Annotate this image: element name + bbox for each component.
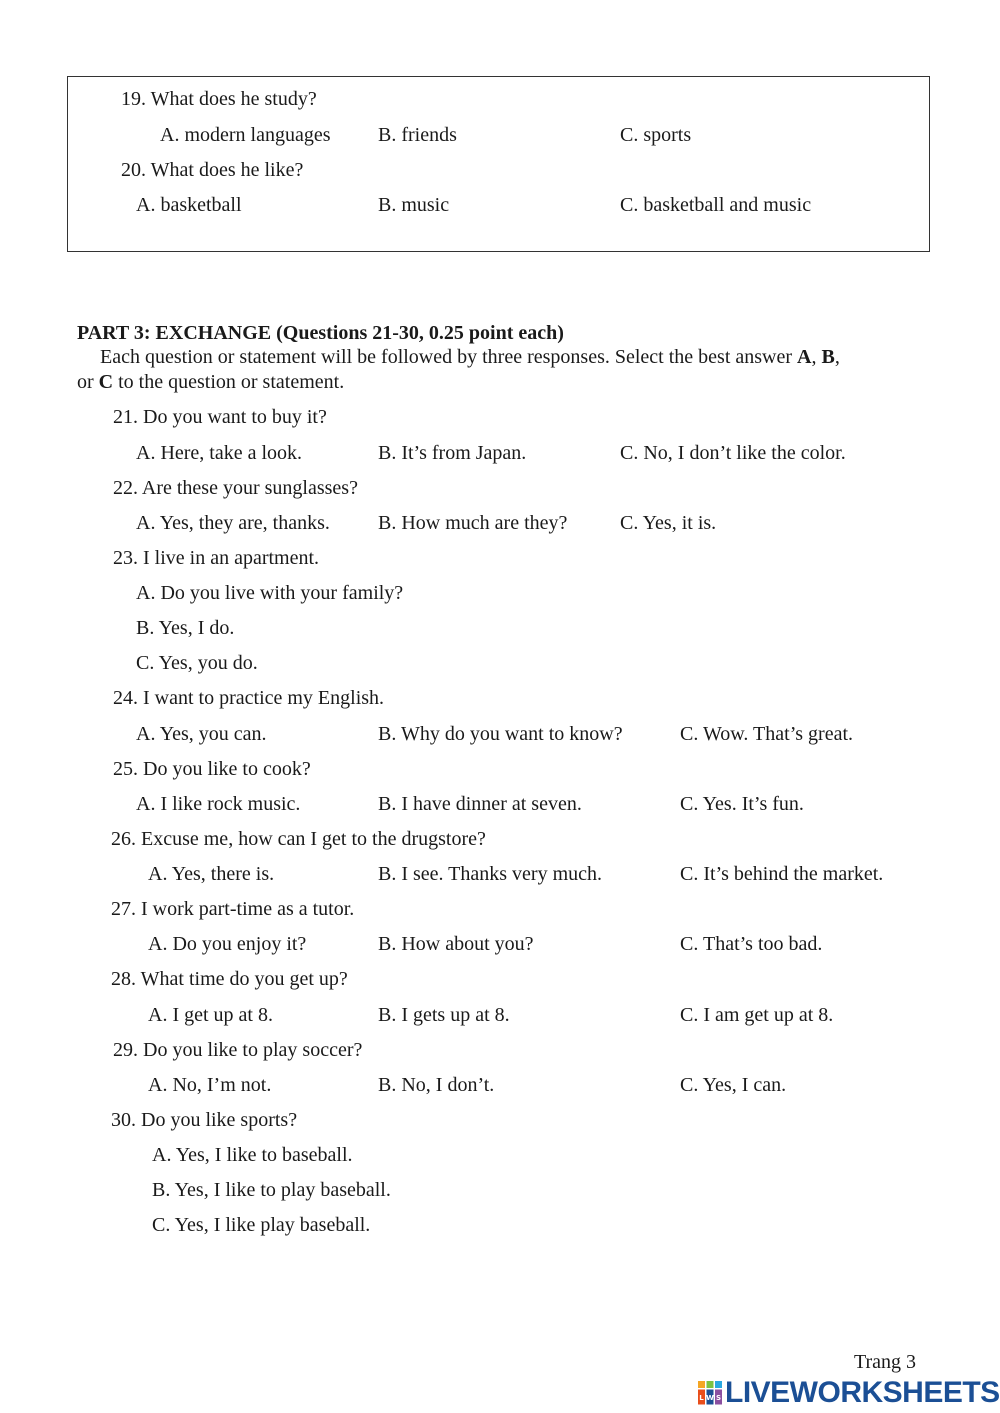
question-23-stem: 23. I live in an apartment. xyxy=(113,547,320,569)
question-28-option-a: A. I get up at 8. xyxy=(148,1004,273,1026)
question-27-option-b: B. How about you? xyxy=(378,933,534,955)
question-21-stem: 21. Do you want to buy it? xyxy=(113,406,327,428)
question-28-stem: 28. What time do you get up? xyxy=(111,968,348,990)
question-28-option-c: C. I am get up at 8. xyxy=(680,1004,834,1026)
question-29-option-b: B. No, I don’t. xyxy=(378,1074,495,1096)
question-24-stem: 24. I want to practice my English. xyxy=(113,687,385,709)
question-25-option-a: A. I like rock music. xyxy=(136,793,301,815)
question-19-option-b: B. friends xyxy=(378,124,457,146)
question-26-option-c: C. It’s behind the market. xyxy=(680,863,884,885)
liveworksheets-brand-text: LIVEWORKSHEETS xyxy=(725,1376,1000,1409)
logo-letter-w: W xyxy=(706,1394,714,1402)
question-26-stem: 26. Excuse me, how can I get to the drugstore? xyxy=(111,828,486,850)
instructions-separator: , xyxy=(811,346,822,368)
question-19-option-c: C. sports xyxy=(620,124,692,146)
question-24-option-b: B. Why do you want to know? xyxy=(378,723,623,745)
question-20-option-a: A. basketball xyxy=(136,194,242,216)
question-22-stem: 22. Are these your sunglasses? xyxy=(113,477,358,499)
question-29-option-c: C. Yes, I can. xyxy=(680,1074,787,1096)
question-20-stem: 20. What does he like? xyxy=(121,159,304,181)
question-30-option-c: C. Yes, I like play baseball. xyxy=(152,1214,371,1236)
question-26-option-a: A. Yes, there is. xyxy=(148,863,275,885)
question-19-stem: 19. What does he study? xyxy=(121,88,317,110)
question-27-option-a: A. Do you enjoy it? xyxy=(148,933,307,955)
question-30-option-b: B. Yes, I like to play baseball. xyxy=(152,1179,391,1201)
logo-letter-l: L xyxy=(699,1394,704,1402)
question-23-option-b: B. Yes, I do. xyxy=(136,617,235,639)
question-24-option-c: C. Wow. That’s great. xyxy=(680,723,853,745)
question-20-option-c: C. basketball and music xyxy=(620,194,812,216)
question-25-option-c: C. Yes. It’s fun. xyxy=(680,793,804,815)
question-28-option-b: B. I gets up at 8. xyxy=(378,1004,510,1026)
question-25-option-b: B. I have dinner at seven. xyxy=(378,793,582,815)
page-number: Trang 3 xyxy=(854,1351,917,1373)
question-21-option-b: B. It’s from Japan. xyxy=(378,442,527,464)
question-24-option-a: A. Yes, you can. xyxy=(136,723,267,745)
question-27-stem: 27. I work part-time as a tutor. xyxy=(111,898,355,920)
question-29-option-a: A. No, I’m not. xyxy=(148,1074,272,1096)
question-23-option-c: C. Yes, you do. xyxy=(136,652,258,674)
instructions-letter-b: B xyxy=(821,346,835,368)
question-23-option-a: A. Do you live with your family? xyxy=(136,582,404,604)
instructions-or: or xyxy=(77,371,99,393)
question-22-option-b: B. How much are they? xyxy=(378,512,568,534)
part-3-instructions-line-1 xyxy=(100,345,840,369)
question-19-option-a: A. modern languages xyxy=(160,124,331,146)
liveworksheets-logo-icon xyxy=(697,1380,723,1406)
question-25-stem: 25. Do you like to cook? xyxy=(113,758,311,780)
part-3-instructions-line-2 xyxy=(77,370,344,394)
question-21-option-c: C. No, I don’t like the color. xyxy=(620,442,846,464)
logo-letter-s: S xyxy=(715,1394,722,1402)
instructions-letter-c: C xyxy=(98,371,114,393)
instructions-text: Each question or statement will be followed by three responses. Select the best answer xyxy=(100,346,798,368)
liveworksheets-logo[interactable] xyxy=(697,1378,1000,1408)
question-29-stem: 29. Do you like to play soccer? xyxy=(113,1039,363,1061)
question-26-option-b: B. I see. Thanks very much. xyxy=(378,863,603,885)
question-27-option-c: C. That’s too bad. xyxy=(680,933,823,955)
question-30-option-a: A. Yes, I like to baseball. xyxy=(152,1144,353,1166)
part-3-heading: PART 3: EXCHANGE (Questions 21-30, 0.25 point each) xyxy=(77,322,564,344)
instructions-comma: , xyxy=(834,346,840,368)
question-21-option-a: A. Here, take a look. xyxy=(136,442,303,464)
question-22-option-a: A. Yes, they are, thanks. xyxy=(136,512,330,534)
question-30-stem: 30. Do you like sports? xyxy=(111,1109,298,1131)
question-22-option-c: C. Yes, it is. xyxy=(620,512,717,534)
question-20-option-b: B. music xyxy=(378,194,450,216)
instructions-rest: to the question or statement. xyxy=(113,371,345,393)
instructions-letter-a: A xyxy=(797,346,812,368)
